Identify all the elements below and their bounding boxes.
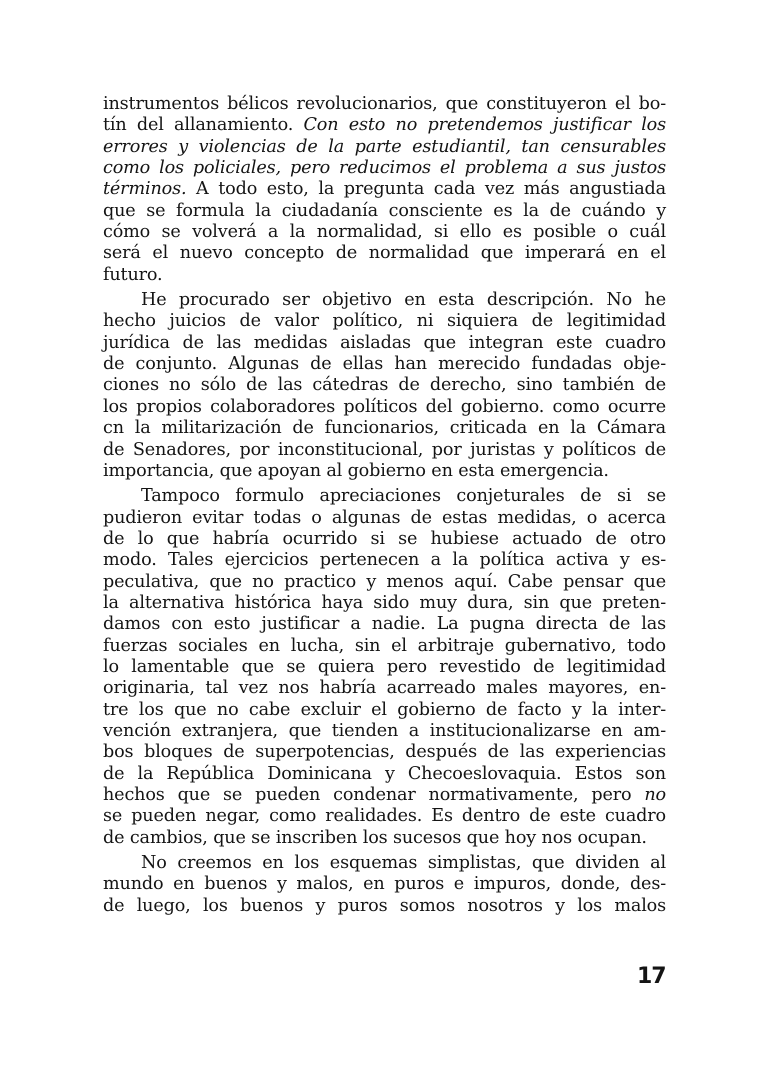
text-line: [103, 700, 666, 721]
text-line: [103, 354, 666, 375]
text: lo lamentable que se quiera pero revestido de legitimidad: [103, 656, 666, 677]
text-line: [103, 179, 666, 200]
text: A todo esto, la pregunta cada vez más angustiada: [186, 179, 666, 200]
text-line: [103, 461, 666, 482]
text-line: [103, 529, 666, 550]
text: será el nuevo concepto de normalidad que imperará en el: [103, 243, 666, 264]
text-line: [103, 137, 666, 158]
text: la alternativa histórica haya sido muy dura, sin que preten-: [103, 592, 666, 613]
text-line: [103, 572, 666, 593]
text-line: [103, 115, 666, 136]
text-line: [103, 550, 666, 571]
text-line: [103, 721, 666, 742]
text: los propios colaboradores políticos del gobierno. como ocurre: [103, 396, 666, 417]
text-line: [103, 222, 666, 243]
text-line: [103, 290, 666, 311]
text: bos bloques de superpotencias, después de las experiencias: [103, 742, 666, 763]
text-line: [103, 657, 666, 678]
text-line: [103, 806, 666, 827]
text: cn la militarización de funcionarios, criticada en la Cámara: [103, 418, 666, 439]
text-line: [103, 614, 666, 635]
text-line: [103, 486, 666, 507]
text-line: [103, 440, 666, 461]
text-line: [103, 397, 666, 418]
text-line: [103, 333, 666, 354]
text-line: [103, 418, 666, 439]
text: de Senadores, por inconstitucional, por juristas y políticos de: [103, 439, 666, 460]
text: mundo en buenos y malos, en puros e impuros, donde, des-: [103, 874, 666, 895]
text-line: [103, 311, 666, 332]
text-line: [103, 764, 666, 785]
text: de cambios, que se inscriben los sucesos que hoy nos ocupan.: [103, 827, 647, 848]
text: peculativa, que no practico y menos aquí. Cabe pensar que: [103, 571, 666, 592]
italic-text: términos.: [103, 179, 187, 200]
text-line: [103, 94, 666, 115]
text-line: [103, 265, 666, 286]
text: se pueden negar, como realidades. Es dentro de este cuadro: [103, 806, 666, 827]
text: tre los que no cabe excluir el gobierno de facto y la inter-: [103, 699, 666, 720]
italic-text: como los policiales, pero reducimos el problema a sus justos: [103, 158, 666, 179]
text: originaria, tal vez nos habría acarreado males mayores, en-: [103, 678, 666, 699]
page-body: [103, 94, 666, 917]
text: de la República Dominicana y Checoeslovaquia. Estos son: [103, 763, 666, 784]
text-line: [103, 158, 666, 179]
text-line: [103, 853, 666, 874]
italic-text: no: [644, 785, 666, 805]
text-line: [103, 785, 666, 806]
text-line: [103, 742, 666, 763]
text-line: [103, 828, 666, 849]
text: No creemos en los esquemas simplistas, que dividen al: [141, 853, 666, 874]
text: importancia, que apoyan al gobierno en esta emergencia.: [103, 460, 609, 481]
text-line: [103, 636, 666, 657]
text: instrumentos bélicos revolucionarios, que constituyeron el bo-: [103, 94, 666, 114]
text: jurídica de las medidas aisladas que integran este cuadro: [103, 332, 666, 353]
text: He procurado ser objetivo en esta descripción. No he: [141, 290, 666, 311]
text: futuro.: [103, 264, 163, 285]
text: hechos que se pueden condenar normativamente, pero: [103, 785, 645, 805]
text-line: [103, 508, 666, 529]
page-number: 17: [637, 964, 666, 989]
text-line: [103, 678, 666, 699]
text: hecho juicios de valor político, ni siquiera de legitimidad: [103, 311, 666, 332]
text: fuerzas sociales en lucha, sin el arbitraje gubernativo, todo: [103, 635, 666, 656]
text-line: [103, 593, 666, 614]
italic-text: errores y violencias de la parte estudiantil, tan censurables: [103, 136, 666, 157]
text: que se formula la ciudadanía consciente es la de cuándo y: [103, 200, 666, 221]
text: Tampoco formulo apreciaciones conjeturales de si se: [141, 486, 666, 507]
text-line: [103, 874, 666, 895]
text: vención extranjera, que tienden a institucionalizarse en am-: [103, 720, 666, 741]
text: cómo se volverá a la normalidad, si ello es posible o cuál: [103, 222, 666, 243]
text-line: [103, 201, 666, 222]
text: de conjunto. Algunas de ellas han merecido fundadas obje-: [103, 354, 666, 375]
text: ciones no sólo de las cátedras de derecho, sino también de: [103, 375, 666, 396]
text-line: [103, 243, 666, 264]
text: tín del allanamiento.: [103, 115, 304, 136]
italic-text: Con esto no pretendemos justificar los: [303, 115, 667, 136]
text: pudieron evitar todas o algunas de estas medidas, o acerca: [103, 507, 666, 528]
text: de lo que habría ocurrido si se hubiese actuado de otro: [103, 528, 666, 549]
text: modo. Tales ejercicios pertenecen a la política activa y es-: [103, 550, 666, 571]
text-line: [103, 896, 666, 917]
text: damos con esto justificar a nadie. La pugna directa de las: [103, 614, 666, 635]
text: de luego, los buenos y puros somos nosotros y los malos: [103, 895, 666, 916]
text-line: [103, 375, 666, 396]
